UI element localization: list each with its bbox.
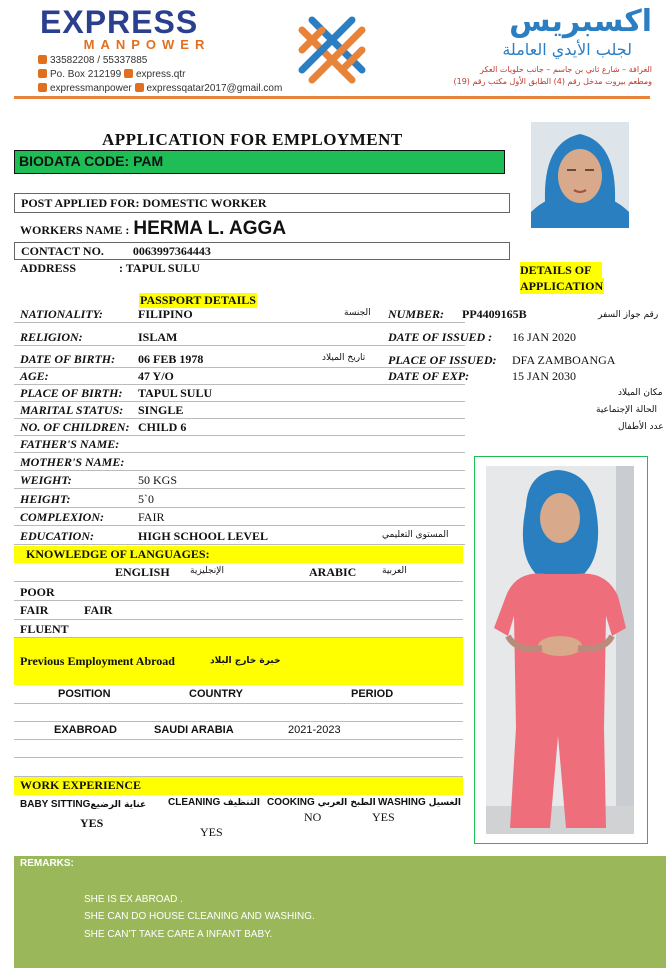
phone-line [38,54,147,68]
issued-date-label: DATE OF ISSUED : [388,330,493,344]
social-icon [38,83,47,92]
cleaning-label: CLEANING التنظيف [168,797,260,808]
previous-employment-ar: خبرة خارج البلاد [210,656,281,666]
passport-details-heading: PASSPORT DETAILS [140,293,256,307]
remarks-panel [14,856,666,968]
children-ar: عدد الأطفال [618,422,664,432]
height-value: 5`0 [138,492,154,506]
passport-number-value: PP4409165B [462,307,527,321]
address-ar-line2: ومطعم بيروت مدخل رقم (4) الطابق الأول مكتب رقم (19) [453,77,652,86]
expiry-label: DATE OF EXP: [388,369,470,383]
employment-row [14,722,463,740]
issued-date-value: 16 JAN 2020 [512,330,577,344]
contact-label: CONTACT NO. [21,244,104,258]
logo-ar-subtitle: لجلب الأيدي العاملة [502,40,632,59]
applicant-portrait-photo [531,122,629,228]
period-header: PERIOD [351,688,394,700]
education-value: HIGH SCHOOL LEVEL [138,529,269,543]
religion-label: RELIGION: [20,330,83,344]
remarks-title: REMARKS: [20,858,74,869]
employment-empty-row-2 [14,740,463,758]
languages-heading: KNOWLEDGE OF LANGUAGES: [14,546,463,563]
marital-label: MARITAL STATUS: [20,403,124,417]
position-header: POSITION [58,688,111,700]
weight-value: 50 KGS [138,473,178,487]
mother-label: MOTHER'S NAME: [20,455,125,469]
expiry-value: 15 JAN 2030 [512,369,577,383]
instagram-handle: express.qtr [135,69,186,80]
workers-name-row [20,218,286,240]
pobox-line [38,68,185,82]
english-label: ENGLISH [115,565,170,579]
pob-row [14,385,465,402]
washing-label: WASHING الغسيل [378,797,461,808]
employment-position: EXABROAD [54,724,117,736]
mother-row [14,454,465,471]
details-of-application [520,262,604,294]
father-row [14,436,465,453]
language-level-fair [14,601,463,620]
workers-name-value: HERMA L. AGGA [133,218,287,239]
religion-value: ISLAM [138,330,178,344]
education-ar: المستوى التعليمي [382,530,449,540]
nationality-value: FILIPINO [138,307,193,321]
passport-number-label: NUMBER: [388,307,445,321]
age-value: 47 Y/O [138,369,174,383]
address-ar-line1: الغرافة – شارع ثاني بن جاسم – جانب حلويات العكر [480,65,652,74]
nationality-label: NATIONALITY: [20,307,103,321]
email-text: expressqatar2017@gmail.com [146,83,283,94]
cooking-value: NO [304,810,322,824]
weight-row [14,472,465,489]
contact-value: 0063997364443 [132,244,211,258]
height-label: HEIGHT: [20,492,71,506]
logo-title: EXPRESS [40,4,199,40]
logo-subtitle: MANPOWER [83,37,211,52]
email-icon [135,83,144,92]
education-label: EDUCATION: [20,529,95,543]
cooking-label: COOKING الطبخ العربي [267,797,376,808]
complexion-row [14,509,465,526]
address-row [20,261,200,276]
employment-empty-row-3 [14,758,463,777]
details-of-label: DETAILS OF [520,262,602,278]
employment-empty-row [14,704,463,722]
remarks-line: SHE CAN'T TAKE CARE A INFANT BABY. [84,929,273,940]
pob-ar: مكان الميلاد [618,388,663,398]
level-fluent-label: FLUENT [20,622,69,636]
level-poor-label: POOR [20,585,55,599]
level-fair-label: FAIR [20,603,49,617]
employment-header-row [14,685,463,704]
issued-place-value: DFA ZAMBOANGA [512,353,616,367]
language-level-poor [14,582,463,601]
education-row [14,528,465,545]
arabic-label: ARABIC [309,565,357,579]
contact-row [14,242,510,260]
age-label: AGE: [20,369,49,383]
social-handle: expressmanpower [50,83,132,94]
pob-value: TAPUL SULU [138,386,213,400]
applicant-full-body-photo [486,466,634,834]
remarks-line: SHE IS EX ABROAD . [84,894,183,905]
passport-number-ar: رقم جواز السفر [598,310,659,320]
workers-name-label: WORKERS NAME : [20,223,130,237]
language-level-fluent [14,620,463,638]
employment-period: 2021-2023 [288,724,341,736]
previous-employment-title: Previous Employment Abroad [20,654,175,668]
header-divider [14,96,650,99]
pobox-text: Po. Box 212199 [50,69,122,80]
english-level-value: FAIR [84,603,113,617]
company-logo-en [40,6,240,52]
mailbox-icon [38,69,47,78]
marital-ar: الحالة الإجتماعية [596,405,657,415]
company-logo-ar [422,4,652,88]
social-line [38,82,282,96]
complexion-label: COMPLEXION: [20,510,105,524]
dob-label: DATE OF BIRTH: [20,352,116,366]
washing-value: YES [372,810,395,824]
previous-employment-heading [14,638,463,685]
baby-sitting-label: BABY SITTINGعناية الرضيع [20,799,147,810]
pob-label: PLACE OF BIRTH: [20,386,123,400]
address-label: ADDRESS [20,261,77,275]
cleaning-value: YES [200,825,223,839]
address-value: : TAPUL SULU [119,261,200,275]
children-label: NO. OF CHILDREN: [20,420,130,434]
knot-logo-icon [292,10,372,90]
page-title: APPLICATION FOR EMPLOYMENT [102,130,403,149]
english-ar: الإنجليزية [190,566,224,576]
languages-header-row [14,563,463,582]
logo-ar-title: اكسبريس [509,4,652,39]
remarks-line: SHE CAN DO HOUSE CLEANING AND WASHING. [84,911,315,922]
phone-icon [38,55,47,64]
country-header: COUNTRY [189,688,243,700]
work-experience-heading: WORK EXPERIENCE [14,777,463,795]
instagram-icon [124,69,133,78]
marital-value: SINGLE [138,403,184,417]
marital-row [14,402,465,419]
phone-numbers: 33582208 / 55337885 [50,55,148,66]
baby-sitting-value: YES [80,816,104,830]
application-label: APPLICATION [520,279,604,293]
weight-label: WEIGHT: [20,473,72,487]
dob-ar: تاريخ الميلاد [322,353,366,363]
employment-country: SAUDI ARABIA [154,724,234,736]
dob-value: 06 FEB 1978 [138,352,204,366]
children-value: CHILD 6 [138,420,187,434]
father-label: FATHER'S NAME: [20,437,120,451]
children-row [14,419,465,436]
arabic-ar: العربية [382,566,407,576]
post-applied: POST APPLIED FOR: DOMESTIC WORKER [14,193,510,213]
issued-place-label: PLACE OF ISSUED: [388,353,497,367]
height-row [14,491,465,508]
biodata-code: BIODATA CODE: PAM [14,150,505,174]
complexion-value: FAIR [138,510,165,524]
nationality-ar: الجنسة [344,308,371,318]
